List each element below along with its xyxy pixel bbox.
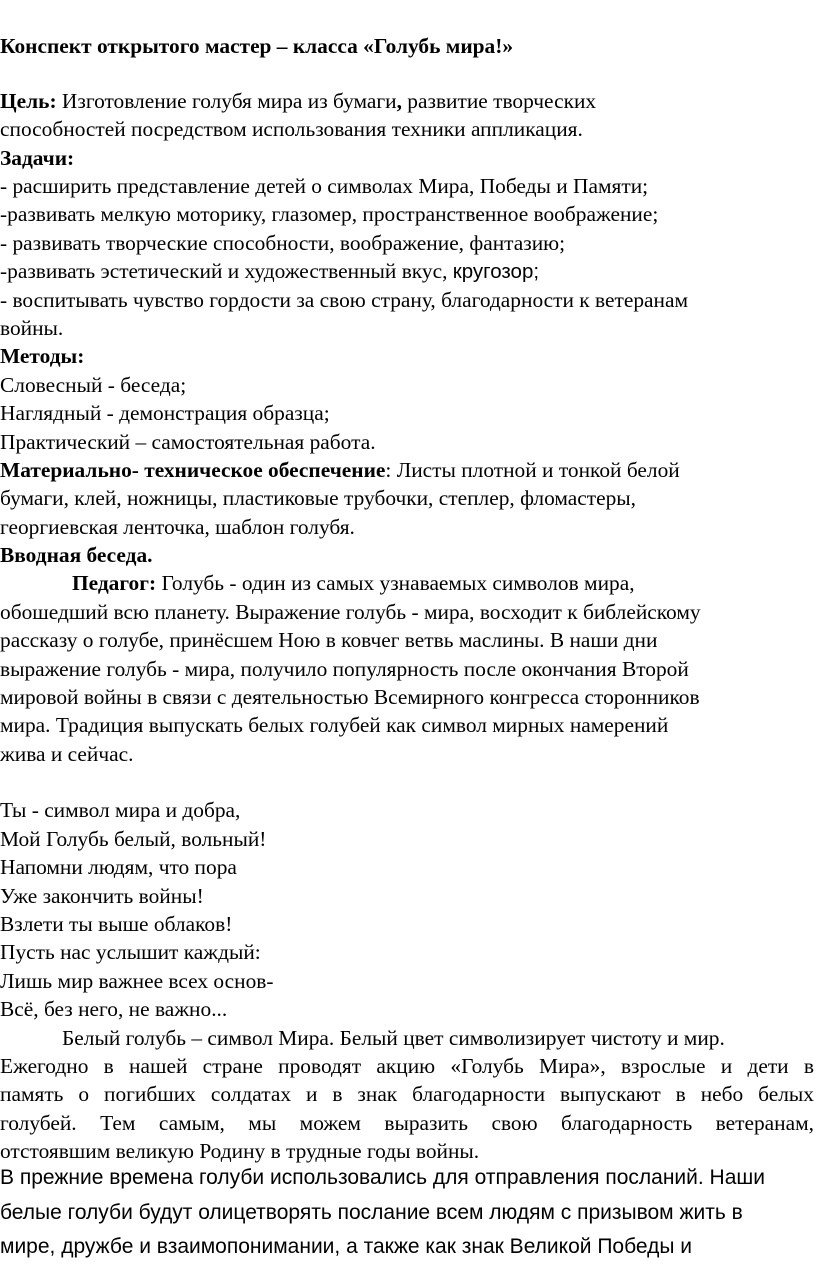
- poem-line: Ты - символ мира и добра,: [0, 798, 241, 822]
- materials-label: Материально- техническое обеспечение: [0, 458, 386, 482]
- task-item-sans-word: кругозор;: [452, 260, 540, 283]
- poem-line: Взлети ты выше облаков!: [0, 912, 233, 936]
- task-item-text: -развивать эстетический и художественный вкус,: [0, 259, 453, 283]
- intro-line: рассказу о голубе, принёсшем Ною в ковчег ветвь маслины. В наши дни: [0, 628, 658, 652]
- intro-line-1: [72, 569, 635, 598]
- intro-line: мировой войны в связи с деятельностью Всемирного конгресса сторонников: [0, 685, 700, 709]
- poem-line: Мой Голубь белый, вольный!: [0, 827, 267, 851]
- tasks-heading: Задачи:: [0, 146, 75, 170]
- closing-line: В прежние времена голуби использовались для отправления посланий. Наши: [0, 1166, 765, 1189]
- paragraph-line: Белый голубь – символ Мира. Белый цвет символизирует чистоту и мир.: [62, 1026, 725, 1050]
- intro-line: жива и сейчас.: [0, 742, 134, 766]
- materials-line-3: георгиевская ленточка, шаблон голубя.: [0, 515, 355, 539]
- poem-line: Пусть нас услышит каждый:: [0, 940, 261, 964]
- closing-line: мире, дружбе и взаимопонимании, а также как знак Великой Победы и: [0, 1235, 693, 1258]
- method-item: Наглядный - демонстрация образца;: [0, 401, 330, 425]
- goal-comma: ,: [396, 89, 402, 113]
- task-item: - воспитывать чувство гордости за свою страну, благодарности к ветеранам: [0, 288, 689, 312]
- materials-line-1: [0, 456, 680, 485]
- task-item: - расширить представление детей о символах Мира, Победы и Памяти;: [0, 174, 649, 198]
- paragraph-line: память о погибших солдатах и в знак благодарности выпускают в небо белых: [0, 1082, 814, 1106]
- materials-line-2: бумаги, клей, ножницы, пластиковые трубочки, степлер, фломастеры,: [0, 486, 637, 510]
- goal-line-1: [0, 87, 596, 116]
- paragraph-line: Ежегодно в нашей стране проводят акцию «Голубь Мира», взрослые и дети в: [0, 1054, 814, 1078]
- closing-line: белые голуби будут олицетворять послание всем людям с призывом жить в: [0, 1201, 743, 1224]
- methods-heading: Методы:: [0, 344, 85, 368]
- task-item: [0, 257, 539, 287]
- task-item-continued: войны.: [0, 316, 64, 340]
- goal-line-2: способностей посредством использования техники аппликация.: [0, 117, 583, 141]
- intro-text: Голубь - один из самых узнаваемых символов мира,: [156, 571, 635, 595]
- intro-heading: Вводная беседа.: [0, 543, 153, 567]
- poem-line: Напомни людям, что пора: [0, 855, 237, 879]
- poem-line: Уже закончить войны!: [0, 884, 204, 908]
- document-title: Конспект открытого мастер – класса «Голубь мира!»: [0, 34, 514, 58]
- poem-line: Всё, без него, не важно...: [0, 997, 228, 1021]
- task-item: -развивать мелкую моторику, глазомер, пространственное воображение;: [0, 202, 659, 226]
- goal-text-1: Изготовление голубя мира из бумаги: [56, 89, 397, 113]
- goal-text-2: развитие творческих: [401, 89, 597, 113]
- paragraph-line: отстоявшим великую Родину в трудные годы войны.: [0, 1139, 480, 1163]
- intro-line: выражение голубь - мира, получило популярность после окончания Второй: [0, 657, 689, 681]
- goal-label: Цель:: [0, 89, 57, 113]
- intro-line: обошедший всю планету. Выражение голубь - мира, восходит к библейскому: [0, 600, 701, 624]
- poem-line: Лишь мир важнее всех основ-: [0, 969, 274, 993]
- method-item: Практический – самостоятельная работа.: [0, 430, 376, 454]
- paragraph-line: голубей. Тем самым, мы можем выразить свою благодарность ветеранам,: [0, 1111, 814, 1135]
- materials-text: : Листы плотной и тонкой белой: [385, 458, 680, 482]
- task-item: - развивать творческие способности, воображение, фантазию;: [0, 231, 566, 255]
- method-item: Словесный - беседа;: [0, 373, 187, 397]
- teacher-label: Педагог:: [72, 571, 157, 595]
- intro-line: мира. Традиция выпускать белых голубей как символ мирных намерений: [0, 713, 669, 737]
